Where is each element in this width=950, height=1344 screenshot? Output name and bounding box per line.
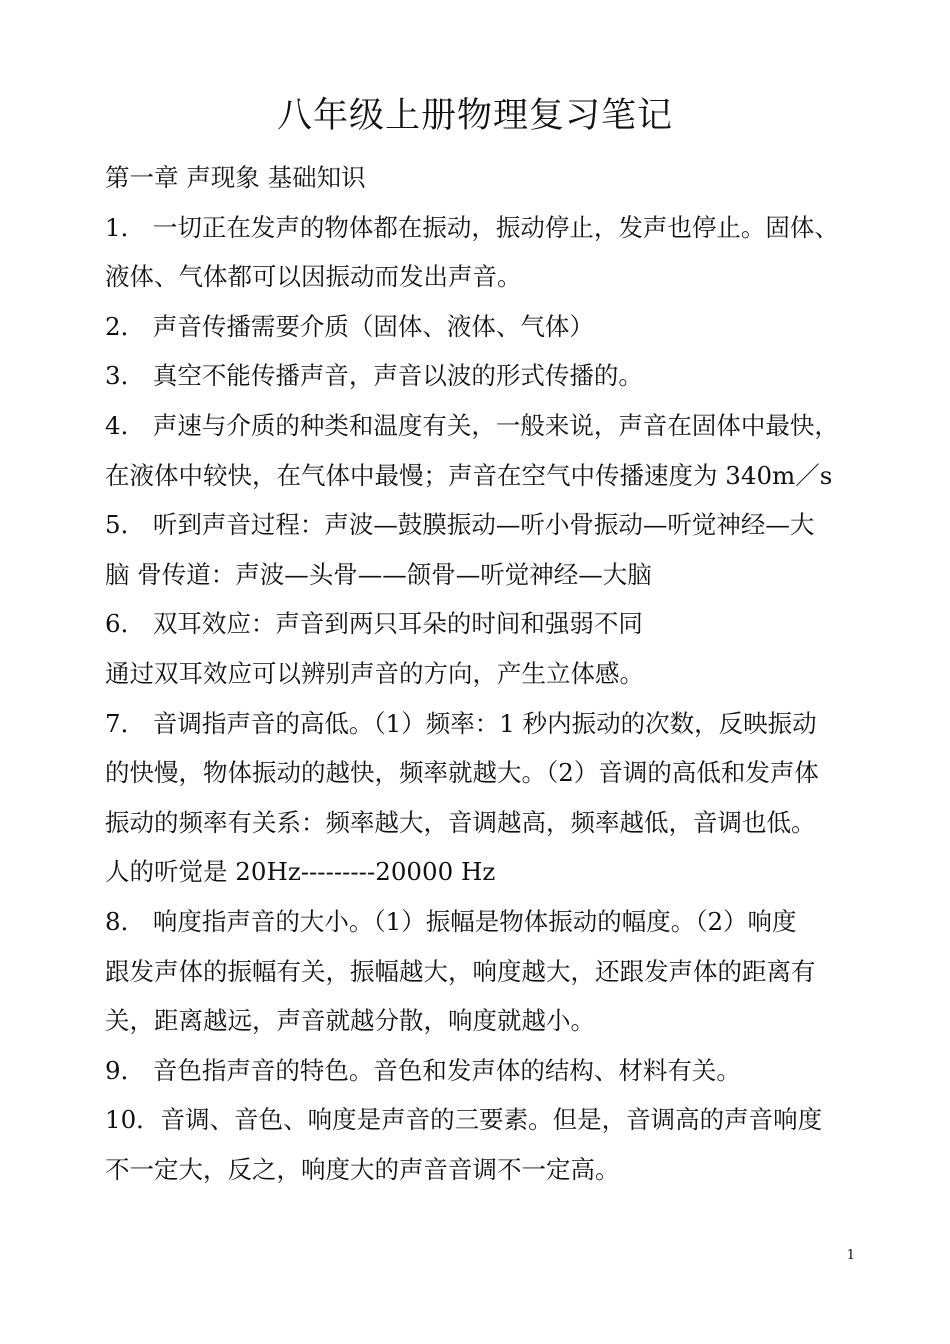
- text-line: 跟发声体的振幅有关，振幅越大，响度越大，还跟发声体的距离有: [105, 956, 816, 986]
- text-line: 2． 声音传播需要介质（固体、液体、气体）: [105, 311, 594, 341]
- text-line: 通过双耳效应可以辨别声音的方向，产生立体感。: [105, 658, 644, 688]
- text-line: 不一定大，反之，响度大的声音音调不一定高。: [105, 1154, 620, 1184]
- text-line: 脑 骨传道：声波—头骨——颌骨—听觉神经—大脑: [105, 559, 652, 589]
- page-number: 1: [846, 1248, 855, 1263]
- text-line: 8． 响度指声音的大小。（1）振幅是物体振动的幅度。（2）响度: [105, 906, 797, 936]
- text-line: 液体、气体都可以因振动而发出声音。: [105, 262, 522, 292]
- text-line: 人的听觉是 20Hz---------20000 Hz: [105, 857, 496, 887]
- text-line: 4． 声速与介质的种类和温度有关，一般来说，声音在固体中最快，: [105, 410, 839, 440]
- text-line: 6． 双耳效应：声音到两只耳朵的时间和强弱不同: [105, 609, 643, 639]
- notes-body: [105, 153, 865, 1194]
- text-line: 关，距离越远，声音就越分散，响度就越小。: [105, 1006, 595, 1036]
- text-line: 1． 一切正在发声的物体都在振动，振动停止，发声也停止。固体、: [105, 212, 839, 242]
- text-line: 的快慢，物体振动的越快，频率就越大。（2）音调的高低和发声体: [105, 758, 819, 788]
- text-line: 9． 音色指声音的特色。音色和发声体的结构、材料有关。: [105, 1055, 741, 1085]
- text-line: 10．音调、音色、响度是声音的三要素。但是，音调高的声音响度: [105, 1105, 823, 1135]
- text-line: 3． 真空不能传播声音，声音以波的形式传播的。: [105, 361, 643, 391]
- text-line: 在液体中较快，在气体中最慢；声音在空气中传播速度为 340m／s: [105, 460, 833, 490]
- chapter-heading: 第一章 声现象 基础知识: [105, 163, 366, 192]
- text-line: 7． 音调指声音的高低。（1）频率：1 秒内振动的次数，反映振动: [105, 708, 817, 738]
- text-line: 5． 听到声音过程：声波—鼓膜振动—听小骨振动—听觉神经—大: [105, 510, 815, 540]
- page-title: 八年级上册物理复习笔记: [276, 96, 673, 136]
- text-line: 振动的频率有关系：频率越大，音调越高，频率越低，音调也低。: [105, 807, 816, 837]
